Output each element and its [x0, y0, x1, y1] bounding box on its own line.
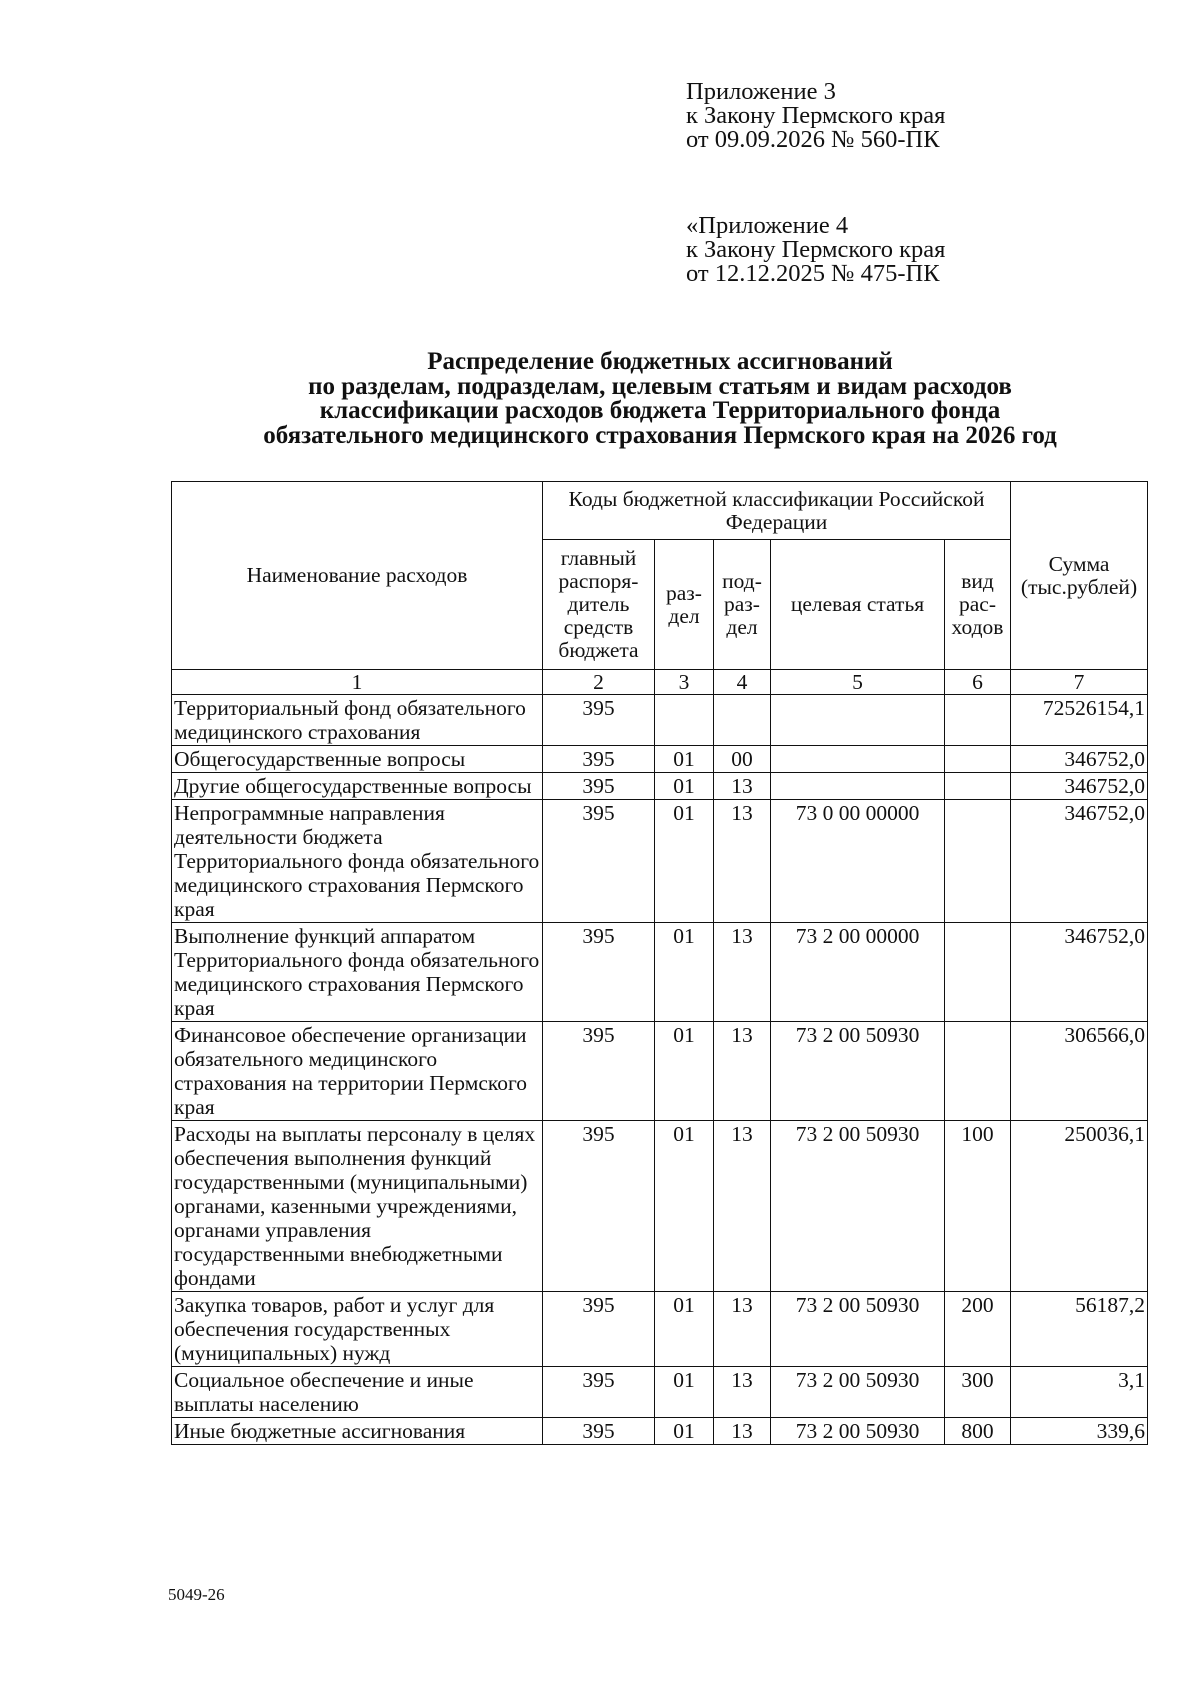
- row-name: Социальное обеспечение и иные выплаты населению: [172, 1367, 543, 1418]
- document-title: [0, 350, 1200, 448]
- row-target: [771, 695, 945, 746]
- row-target: 73 2 00 50930: [771, 1121, 945, 1292]
- row-subsection: 00: [714, 746, 771, 773]
- row-subsection: 13: [714, 1121, 771, 1292]
- row-section: 01: [655, 746, 714, 773]
- appendix-date: от 09.09.2026 № 560-ПК: [686, 126, 940, 153]
- appendix-title: Приложение 3: [686, 78, 836, 105]
- title-line-4: обязательного медицинского страхования Пермского края на 2026 год: [263, 421, 1057, 449]
- header-expense-type: вид рас-ходов: [945, 540, 1011, 670]
- row-name: Непрограммные направления деятельности бюджета Территориального фонда обязательного медицинского страхования Пермского края: [172, 800, 543, 923]
- row-subsection: 13: [714, 1418, 771, 1445]
- column-number: 6: [945, 670, 1011, 695]
- row-sum: 306566,0: [1011, 1022, 1148, 1121]
- row-name: Закупка товаров, работ и услуг для обеспечения государственных (муниципальных) нужд: [172, 1292, 543, 1367]
- header-grbs: главный распоря-дитель средств бюджета: [543, 540, 655, 670]
- column-number: 5: [771, 670, 945, 695]
- row-name: Расходы на выплаты персоналу в целях обеспечения выполнения функций государственными (муниципальными) органами, казенными учреждениями, органами управления государственными внебюджетными фондами: [172, 1121, 543, 1292]
- header-name: Наименование расходов: [172, 482, 543, 670]
- row-subsection: 13: [714, 1022, 771, 1121]
- document-code: 5049-26: [168, 1585, 225, 1604]
- row-name: Выполнение функций аппаратом Территориального фонда обязательного медицинского страхования Пермского края: [172, 923, 543, 1022]
- row-sum: 56187,2: [1011, 1292, 1148, 1367]
- row-expense-type: [945, 923, 1011, 1022]
- row-subsection: 13: [714, 800, 771, 923]
- table-row: [172, 1121, 1148, 1292]
- row-grbs: 395: [543, 800, 655, 923]
- table-row: [172, 1367, 1148, 1418]
- row-expense-type: [945, 800, 1011, 923]
- appendix-law: к Закону Пермского края: [686, 102, 946, 129]
- row-subsection: 13: [714, 1292, 771, 1367]
- row-subsection: 13: [714, 923, 771, 1022]
- row-expense-type: [945, 1022, 1011, 1121]
- row-target: 73 2 00 50930: [771, 1418, 945, 1445]
- row-target: [771, 746, 945, 773]
- row-grbs: 395: [543, 1292, 655, 1367]
- row-sum: 72526154,1: [1011, 695, 1148, 746]
- row-name: Финансовое обеспечение организации обязательного медицинского страхования на территории Пермского края: [172, 1022, 543, 1121]
- row-expense-type: [945, 773, 1011, 800]
- row-target: 73 2 00 50930: [771, 1022, 945, 1121]
- row-name: Другие общегосударственные вопросы: [172, 773, 543, 800]
- row-expense-type: [945, 746, 1011, 773]
- table-row: [172, 695, 1148, 746]
- row-section: [655, 695, 714, 746]
- previous-appendix-law: к Закону Пермского края: [686, 236, 946, 263]
- row-section: 01: [655, 773, 714, 800]
- column-numbers-row: [172, 670, 1148, 695]
- row-sum: 346752,0: [1011, 773, 1148, 800]
- table-row: [172, 800, 1148, 923]
- row-sum: 339,6: [1011, 1418, 1148, 1445]
- column-number: 1: [172, 670, 543, 695]
- row-target: 73 0 00 00000: [771, 800, 945, 923]
- title-line-3: классификации расходов бюджета Территориального фонда: [319, 397, 1001, 424]
- row-section: 01: [655, 1121, 714, 1292]
- row-name: Общегосударственные вопросы: [172, 746, 543, 773]
- row-sum: 3,1: [1011, 1367, 1148, 1418]
- row-subsection: 13: [714, 1367, 771, 1418]
- row-section: 01: [655, 1022, 714, 1121]
- table-row: [172, 923, 1148, 1022]
- column-number: 3: [655, 670, 714, 695]
- previous-appendix-header: [686, 214, 945, 286]
- title-line-1: Распределение бюджетных ассигнований: [427, 348, 893, 375]
- row-subsection: [714, 695, 771, 746]
- header-target: целевая статья: [771, 540, 945, 670]
- row-section: 01: [655, 1418, 714, 1445]
- budget-table: [171, 481, 1148, 1445]
- previous-appendix-date: от 12.12.2025 № 475-ПК: [686, 260, 940, 287]
- table-row: [172, 1292, 1148, 1367]
- row-grbs: 395: [543, 695, 655, 746]
- row-expense-type: [945, 695, 1011, 746]
- table-row: [172, 1418, 1148, 1445]
- previous-appendix-title: «Приложение 4: [686, 212, 849, 239]
- row-subsection: 13: [714, 773, 771, 800]
- row-grbs: 395: [543, 923, 655, 1022]
- header-codes-group: Коды бюджетной классификации Российской Федерации: [543, 482, 1011, 540]
- row-name: Территориальный фонд обязательного медицинского страхования: [172, 695, 543, 746]
- row-target: 73 2 00 50930: [771, 1292, 945, 1367]
- row-section: 01: [655, 1367, 714, 1418]
- table-row: [172, 773, 1148, 800]
- header-sum: Сумма (тыс.рублей): [1011, 482, 1148, 670]
- row-sum: 250036,1: [1011, 1121, 1148, 1292]
- row-section: 01: [655, 923, 714, 1022]
- row-grbs: 395: [543, 1121, 655, 1292]
- row-grbs: 395: [543, 1022, 655, 1121]
- row-target: 73 2 00 50930: [771, 1367, 945, 1418]
- header-subsection: под-раз-дел: [714, 540, 771, 670]
- header-section: раз-дел: [655, 540, 714, 670]
- row-sum: 346752,0: [1011, 746, 1148, 773]
- row-expense-type: 100: [945, 1121, 1011, 1292]
- column-number: 4: [714, 670, 771, 695]
- row-expense-type: 300: [945, 1367, 1011, 1418]
- title-line-2: по разделам, подразделам, целевым статьям и видам расходов: [308, 372, 1012, 400]
- table-row: [172, 1022, 1148, 1121]
- row-section: 01: [655, 1292, 714, 1367]
- row-sum: 346752,0: [1011, 800, 1148, 923]
- row-grbs: 395: [543, 1367, 655, 1418]
- column-number: 7: [1011, 670, 1148, 695]
- row-grbs: 395: [543, 1418, 655, 1445]
- row-expense-type: 800: [945, 1418, 1011, 1445]
- row-target: [771, 773, 945, 800]
- column-number: 2: [543, 670, 655, 695]
- row-name: Иные бюджетные ассигнования: [172, 1418, 543, 1445]
- row-expense-type: 200: [945, 1292, 1011, 1367]
- row-grbs: 395: [543, 746, 655, 773]
- appendix-header: [686, 80, 945, 152]
- row-sum: 346752,0: [1011, 923, 1148, 1022]
- row-target: 73 2 00 00000: [771, 923, 945, 1022]
- table-row: [172, 746, 1148, 773]
- row-section: 01: [655, 800, 714, 923]
- row-grbs: 395: [543, 773, 655, 800]
